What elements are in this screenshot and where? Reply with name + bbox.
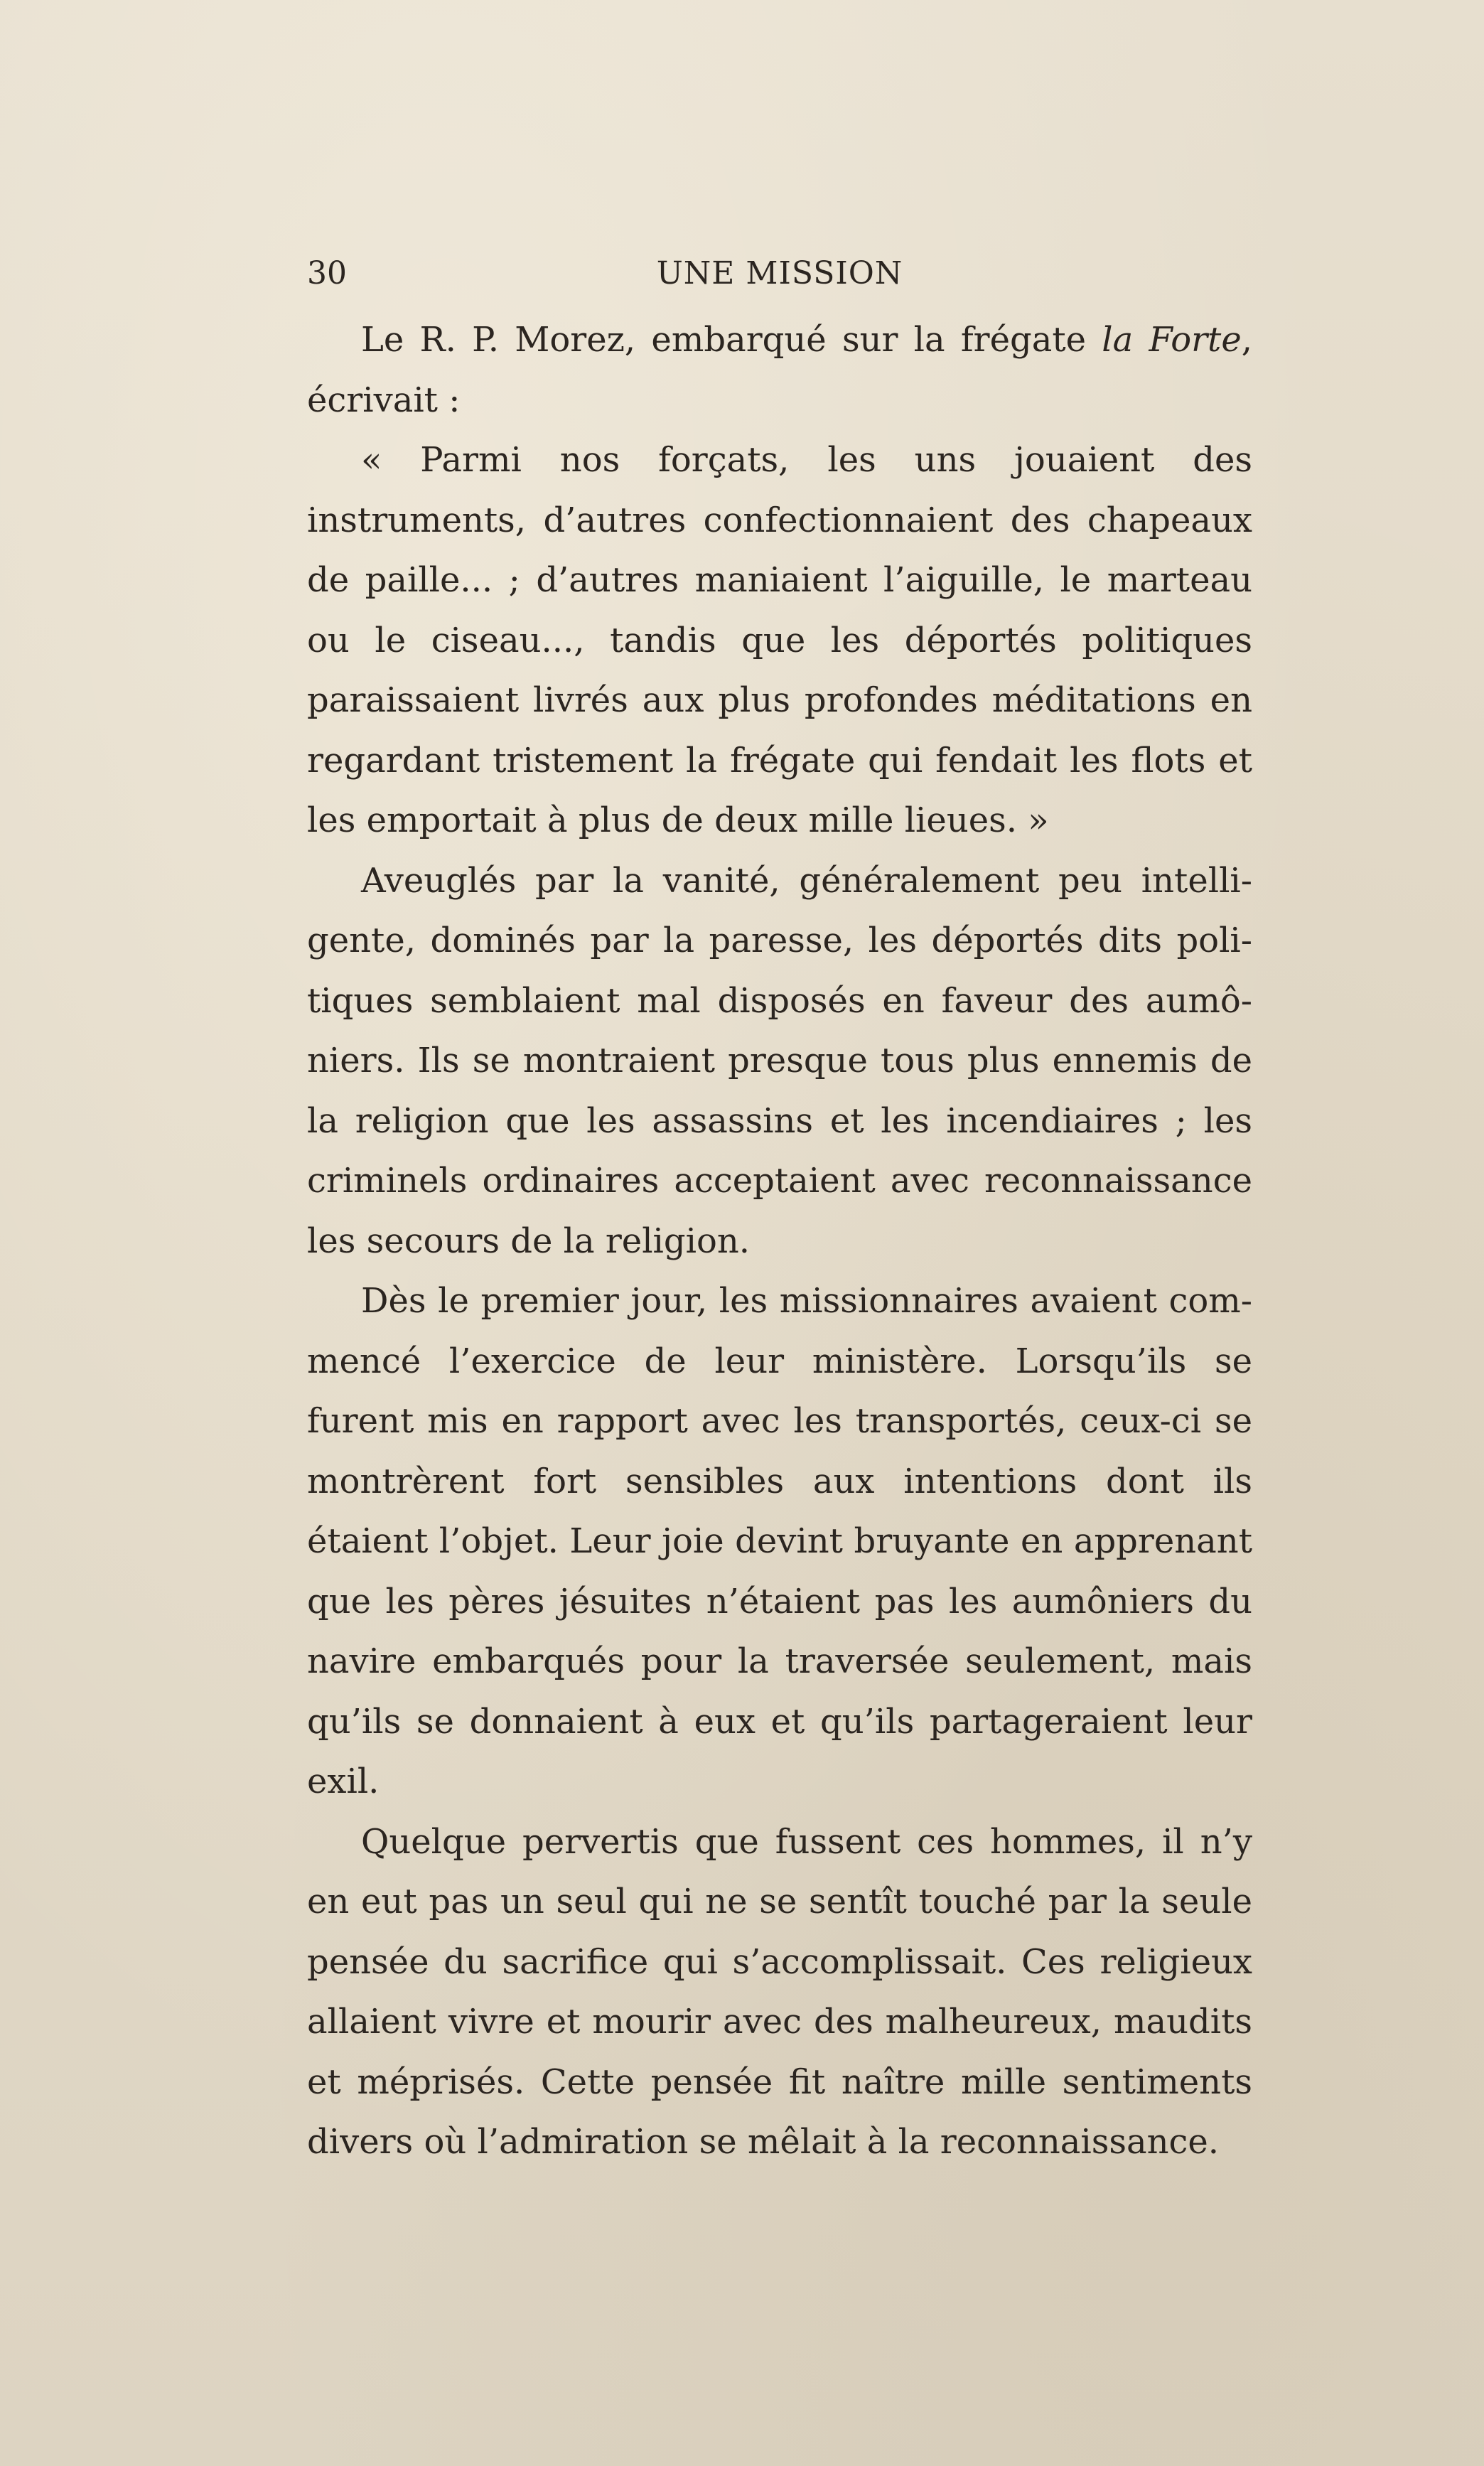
paragraph-1-text-after: , écrivait : <box>307 320 1252 420</box>
paragraph-3: Aveuglés par la vanité, généralement peu intelligente, dominés par la paresse, les déportés dits politiques semblaient mal disposés en faveur des aumôniers. Ils se montraient presque tous plus ennemis de la religion que les assassins et les incendiaires ; les criminels ordinaires acceptaient avec reconnaissance les secours de la religion. <box>307 860 1252 1261</box>
paragraph-1 <box>307 310 1252 430</box>
paragraph-5: Quelque pervertis que fussent ces hommes, il n’y en eut pas un seul qui ne se sentît touché par la seule pensée du sacrifice qui s’accomplissait. Ces religieux allaient vivre et mourir avec des malheureux, maudits et méprisés. Cette pensée fit naître mille sentiments divers où l’admiration se mêlait à la reconnaissance. <box>307 1821 1252 2162</box>
paragraph-2-quote: « Parmi nos forçats, les uns jouaient des instruments, d’autres confectionnaient des chapeaux de paille... ; d’autres maniaient l’aiguille, le marteau ou le ciseau..., tandis que les déportés politiques paraissaient livrés aux plus profondes méditations en regardant tristement la frégate qui fendait les flots et les emportait à plus de deux mille lieues. » <box>307 440 1252 840</box>
paragraph-4: Dès le premier jour, les missionnaires avaient commencé l’exercice de leur ministère. Lorsqu’ils se furent mis en rapport avec les transportés, ceux-ci se montrèrent fort sensibles aux intentions dont ils étaient l’objet. Leur joie devint bruyante en apprenant que les pères jésuites n’étaient pas les aumôniers du navire embarqués pour la traversée seulement, mais qu’ils se donnaient à eux et qu’ils partageraient leur exil. <box>307 1281 1252 1801</box>
running-title: UNE MISSION <box>656 255 903 291</box>
page-number: 30 <box>307 255 347 291</box>
body-text <box>307 310 1252 2172</box>
ship-name-emphasis: la Forte <box>1102 320 1242 360</box>
paragraph-1-text-before: Le R. P. Morez, embarqué sur la frégate <box>361 320 1102 360</box>
page-header <box>307 252 1252 295</box>
